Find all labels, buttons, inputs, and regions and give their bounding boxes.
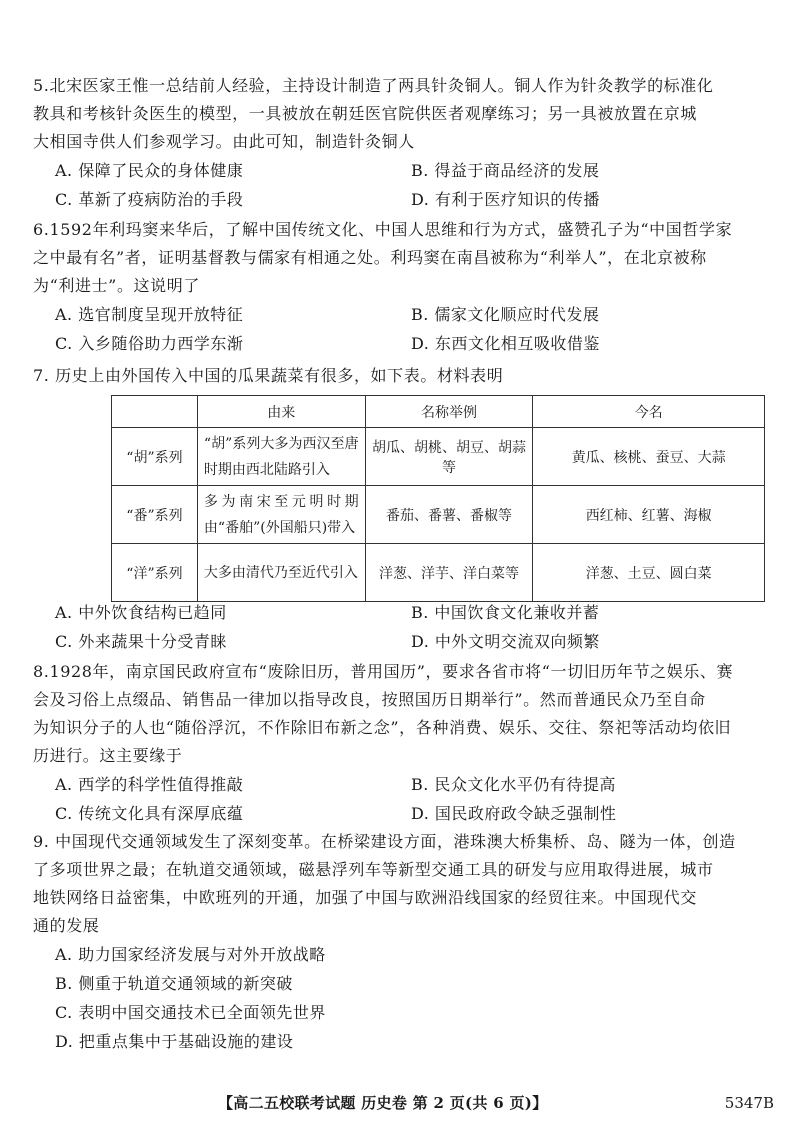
question-9	[33, 828, 773, 1056]
question-5-stem-line: 5.北宋医家王惟一总结前人经验，主持设计制造了两具针灸铜人。铜人作为针灸教学的标准化	[33, 76, 714, 95]
question-6-stem-line: 6.1592年利玛窦来华后，了解中国传统文化、中国人思维和行为方式，盛赞孔子为“中国哲学家	[33, 220, 733, 239]
question-9-stem-line: 通的发展	[33, 916, 100, 935]
question-7	[33, 362, 773, 390]
question-6-option-c[interactable]: C. 入乡随俗助力西学东渐	[55, 334, 244, 353]
question-8-stem-line: 为知识分子的人也“随俗浮沉，不作除旧布新之念”，各种消费、娱乐、交往、祭祀等活动均依旧	[33, 718, 732, 737]
table-cell-examples: 胡瓜、胡桃、胡豆、胡蒜等	[365, 428, 533, 486]
table-cell-origin: 多为南宋至元明时期由“番舶”(外国船只)带入	[197, 486, 365, 544]
table-header-cell: 由来	[197, 396, 365, 428]
question-7-option-a[interactable]: A. 中外饮食结构已趋同	[55, 603, 227, 622]
question-8	[33, 658, 773, 828]
table-cell-modern-name: 西红柿、红薯、海椒	[533, 486, 765, 544]
table-cell-origin: 大多由清代乃至近代引入	[197, 544, 365, 602]
footer-exam-info: 【高二五校联考试题 历史卷 第 2 页(共 6 页)】	[218, 1094, 548, 1112]
table-cell-modern-name: 洋葱、土豆、圆白菜	[533, 544, 765, 602]
question-8-option-b[interactable]: B. 民众文化水平仍有待提高	[411, 775, 616, 794]
question-5-option-c[interactable]: C. 革新了疫病防治的手段	[55, 190, 244, 209]
table-header-row	[112, 396, 765, 428]
question-5-option-b[interactable]: B. 得益于商品经济的发展	[411, 161, 600, 180]
question-6-stem-line: 为“利进士”。这说明了	[33, 276, 200, 295]
table-cell-examples: 番茄、番薯、番椒等	[365, 486, 533, 544]
table-header-cell	[112, 396, 198, 428]
question-7-option-d[interactable]: D. 中外文明交流双向频繁	[411, 632, 600, 651]
question-9-option-c[interactable]: C. 表明中国交通技术已全面领先世界	[55, 1003, 326, 1022]
question-8-stem-line: 历进行。这主要缘于	[33, 746, 183, 765]
question-9-option-a[interactable]: A. 助力国家经济发展与对外开放战略	[55, 945, 326, 964]
question-6-stem-line: 之中最有名”者，证明基督教与儒家有相通之处。利玛窦在南昌被称为“利举人”，在北京被称	[33, 248, 707, 267]
question-5-stem-line: 教具和考核针灸医生的模型，一具被放在朝廷医官院供医者观摩练习；另一具被放置在京城	[33, 104, 698, 123]
page-footer	[0, 1090, 800, 1116]
table-cell-series: “番”系列	[112, 486, 198, 544]
question-6-option-d[interactable]: D. 东西文化相互吸收借鉴	[411, 334, 600, 353]
question-7-option-c[interactable]: C. 外来蔬果十分受青睐	[55, 632, 227, 651]
table-header-cell: 今名	[533, 396, 765, 428]
question-9-option-b[interactable]: B. 侧重于轨道交通领域的新突破	[55, 974, 293, 993]
question-8-option-a[interactable]: A. 西学的科学性值得推敲	[55, 775, 244, 794]
question-8-stem-line: 会及习俗上点缀品、销售品一律加以指导改良，按照国历日期举行”。然而普通民众乃至自命	[33, 690, 706, 709]
question-8-stem-line: 8.1928年，南京国民政府宣布“废除旧历，普用国历”，要求各省市将“一切旧历年节之娱乐、赛	[33, 662, 734, 681]
question-9-stem-line: 9. 中国现代交通领域发生了深刻变革。在桥梁建设方面，港珠澳大桥集桥、岛、隧为一体，创造	[33, 832, 736, 851]
question-7-option-b[interactable]: B. 中国饮食文化兼收并蓄	[411, 603, 600, 622]
question-6-option-a[interactable]: A. 选官制度呈现开放特征	[55, 305, 244, 324]
footer-code: 5347B	[724, 1094, 774, 1112]
table-cell-series: “胡”系列	[112, 428, 198, 486]
question-7-stem: 7. 历史上由外国传入中国的瓜果蔬菜有很多，如下表。材料表明	[33, 366, 504, 385]
question-5-stem-line: 大相国寺供人们参观学习。由此可知，制造针灸铜人	[33, 132, 415, 151]
question-6-option-b[interactable]: B. 儒家文化顺应时代发展	[411, 305, 600, 324]
question-5-option-d[interactable]: D. 有利于医疗知识的传播	[411, 190, 600, 209]
question-8-option-d[interactable]: D. 国民政府政令缺乏强制性	[411, 804, 617, 823]
table-cell-origin: “胡”系列大多为西汉至唐时期由西北陆路引入	[197, 428, 365, 486]
question-6	[33, 216, 773, 358]
table-cell-examples: 洋葱、洋芋、洋白菜等	[365, 544, 533, 602]
question-9-stem-line: 了多项世界之最；在轨道交通领域，磁悬浮列车等新型交通工具的研发与应用取得进展，城市	[33, 860, 714, 879]
question-8-option-c[interactable]: C. 传统文化具有深厚底蕴	[55, 804, 244, 823]
table-header-cell: 名称举例	[365, 396, 533, 428]
table-row	[112, 544, 765, 602]
question-5-option-a[interactable]: A. 保障了民众的身体健康	[55, 161, 244, 180]
table-row	[112, 486, 765, 544]
question-7-table	[111, 395, 765, 602]
question-9-option-d[interactable]: D. 把重点集中于基础设施的建设	[55, 1032, 294, 1051]
table-row	[112, 428, 765, 486]
question-7-options	[33, 598, 773, 656]
question-9-stem-line: 地铁网络日益密集，中欧班列的开通，加强了中国与欧洲沿线国家的经贸往来。中国现代交	[33, 888, 698, 907]
table-cell-series: “洋”系列	[112, 544, 198, 602]
table-cell-modern-name: 黄瓜、核桃、蚕豆、大蒜	[533, 428, 765, 486]
question-5	[33, 72, 773, 214]
